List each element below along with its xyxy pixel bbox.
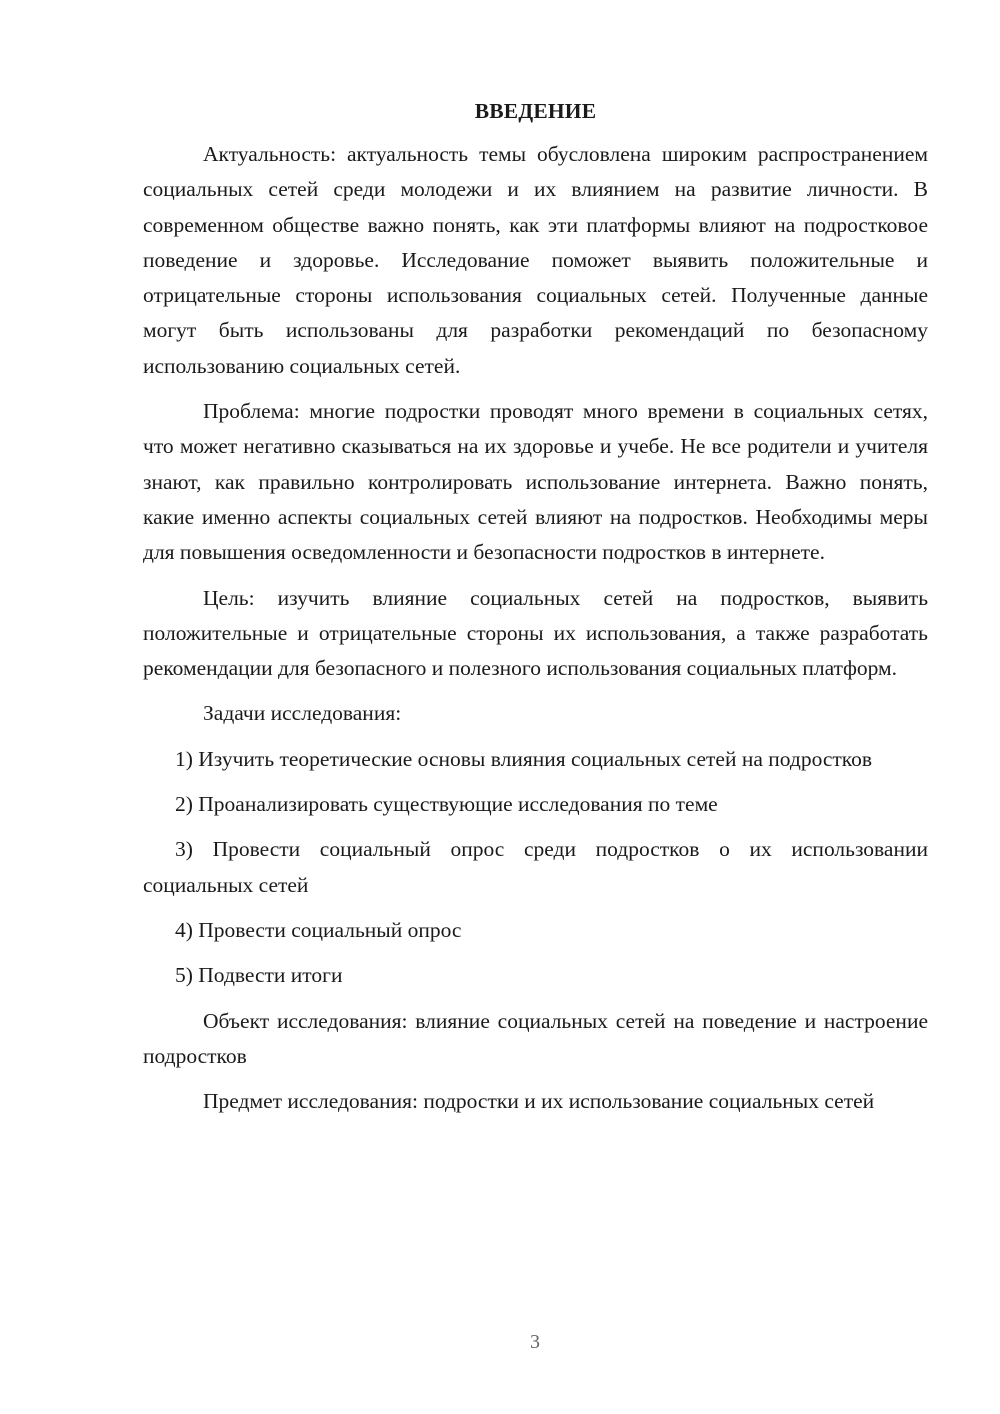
task-item: 5) Подвести итоги <box>175 963 343 988</box>
task-item: 4) Провести социальный опрос <box>175 917 462 942</box>
page-number: 3 <box>530 1331 540 1353</box>
page-content <box>143 94 928 1119</box>
page-title: ВВЕДЕНИЕ <box>474 99 597 123</box>
task-item: 3) Провести социальный опрос среди подростков о их использовании социальных сетей <box>143 837 928 897</box>
paragraph-problem: Проблема: многие подростки проводят много времени в социальных сетях, что может негативно сказываться на их здоровье и учебе. Не все родители и учителя знают, как правильно контролировать использование интернета. Важно понять, какие именно аспекты социальных сетей влияют на подростков. Необходимы меры для повышения осведомленности и безопасности подростков в интернете. <box>143 399 928 565</box>
paragraph-relevance: Актуальность: актуальность темы обусловлена широким распространением социальных сетей среди молодежи и их влиянием на развитие личности. В современном обществе важно понять, как эти платформы влияют на подростковое поведение и здоровье. Исследование поможет выявить положительные и отрицательные стороны использования социальных сетей. Полученные данные могут быть использованы для разработки рекомендаций по безопасному использованию социальных сетей. <box>143 142 928 378</box>
task-item: 1) Изучить теоретические основы влияния социальных сетей на подростков <box>175 746 873 771</box>
paragraph-object: Объект исследования: влияние социальных сетей на поведение и настроение подростков <box>143 1008 928 1068</box>
paragraph-goal: Цель: изучить влияние социальных сетей на подростков, выявить положительные и отрицательные стороны их использования, а также разработать рекомендации для безопасного и полезного использования социальных платформ. <box>143 585 928 681</box>
paragraph-subject: Предмет исследования: подростки и их использование социальных сетей <box>203 1089 875 1114</box>
tasks-heading: Задачи исследования: <box>203 701 402 726</box>
task-item: 2) Проанализировать существующие исследования по теме <box>175 792 718 817</box>
